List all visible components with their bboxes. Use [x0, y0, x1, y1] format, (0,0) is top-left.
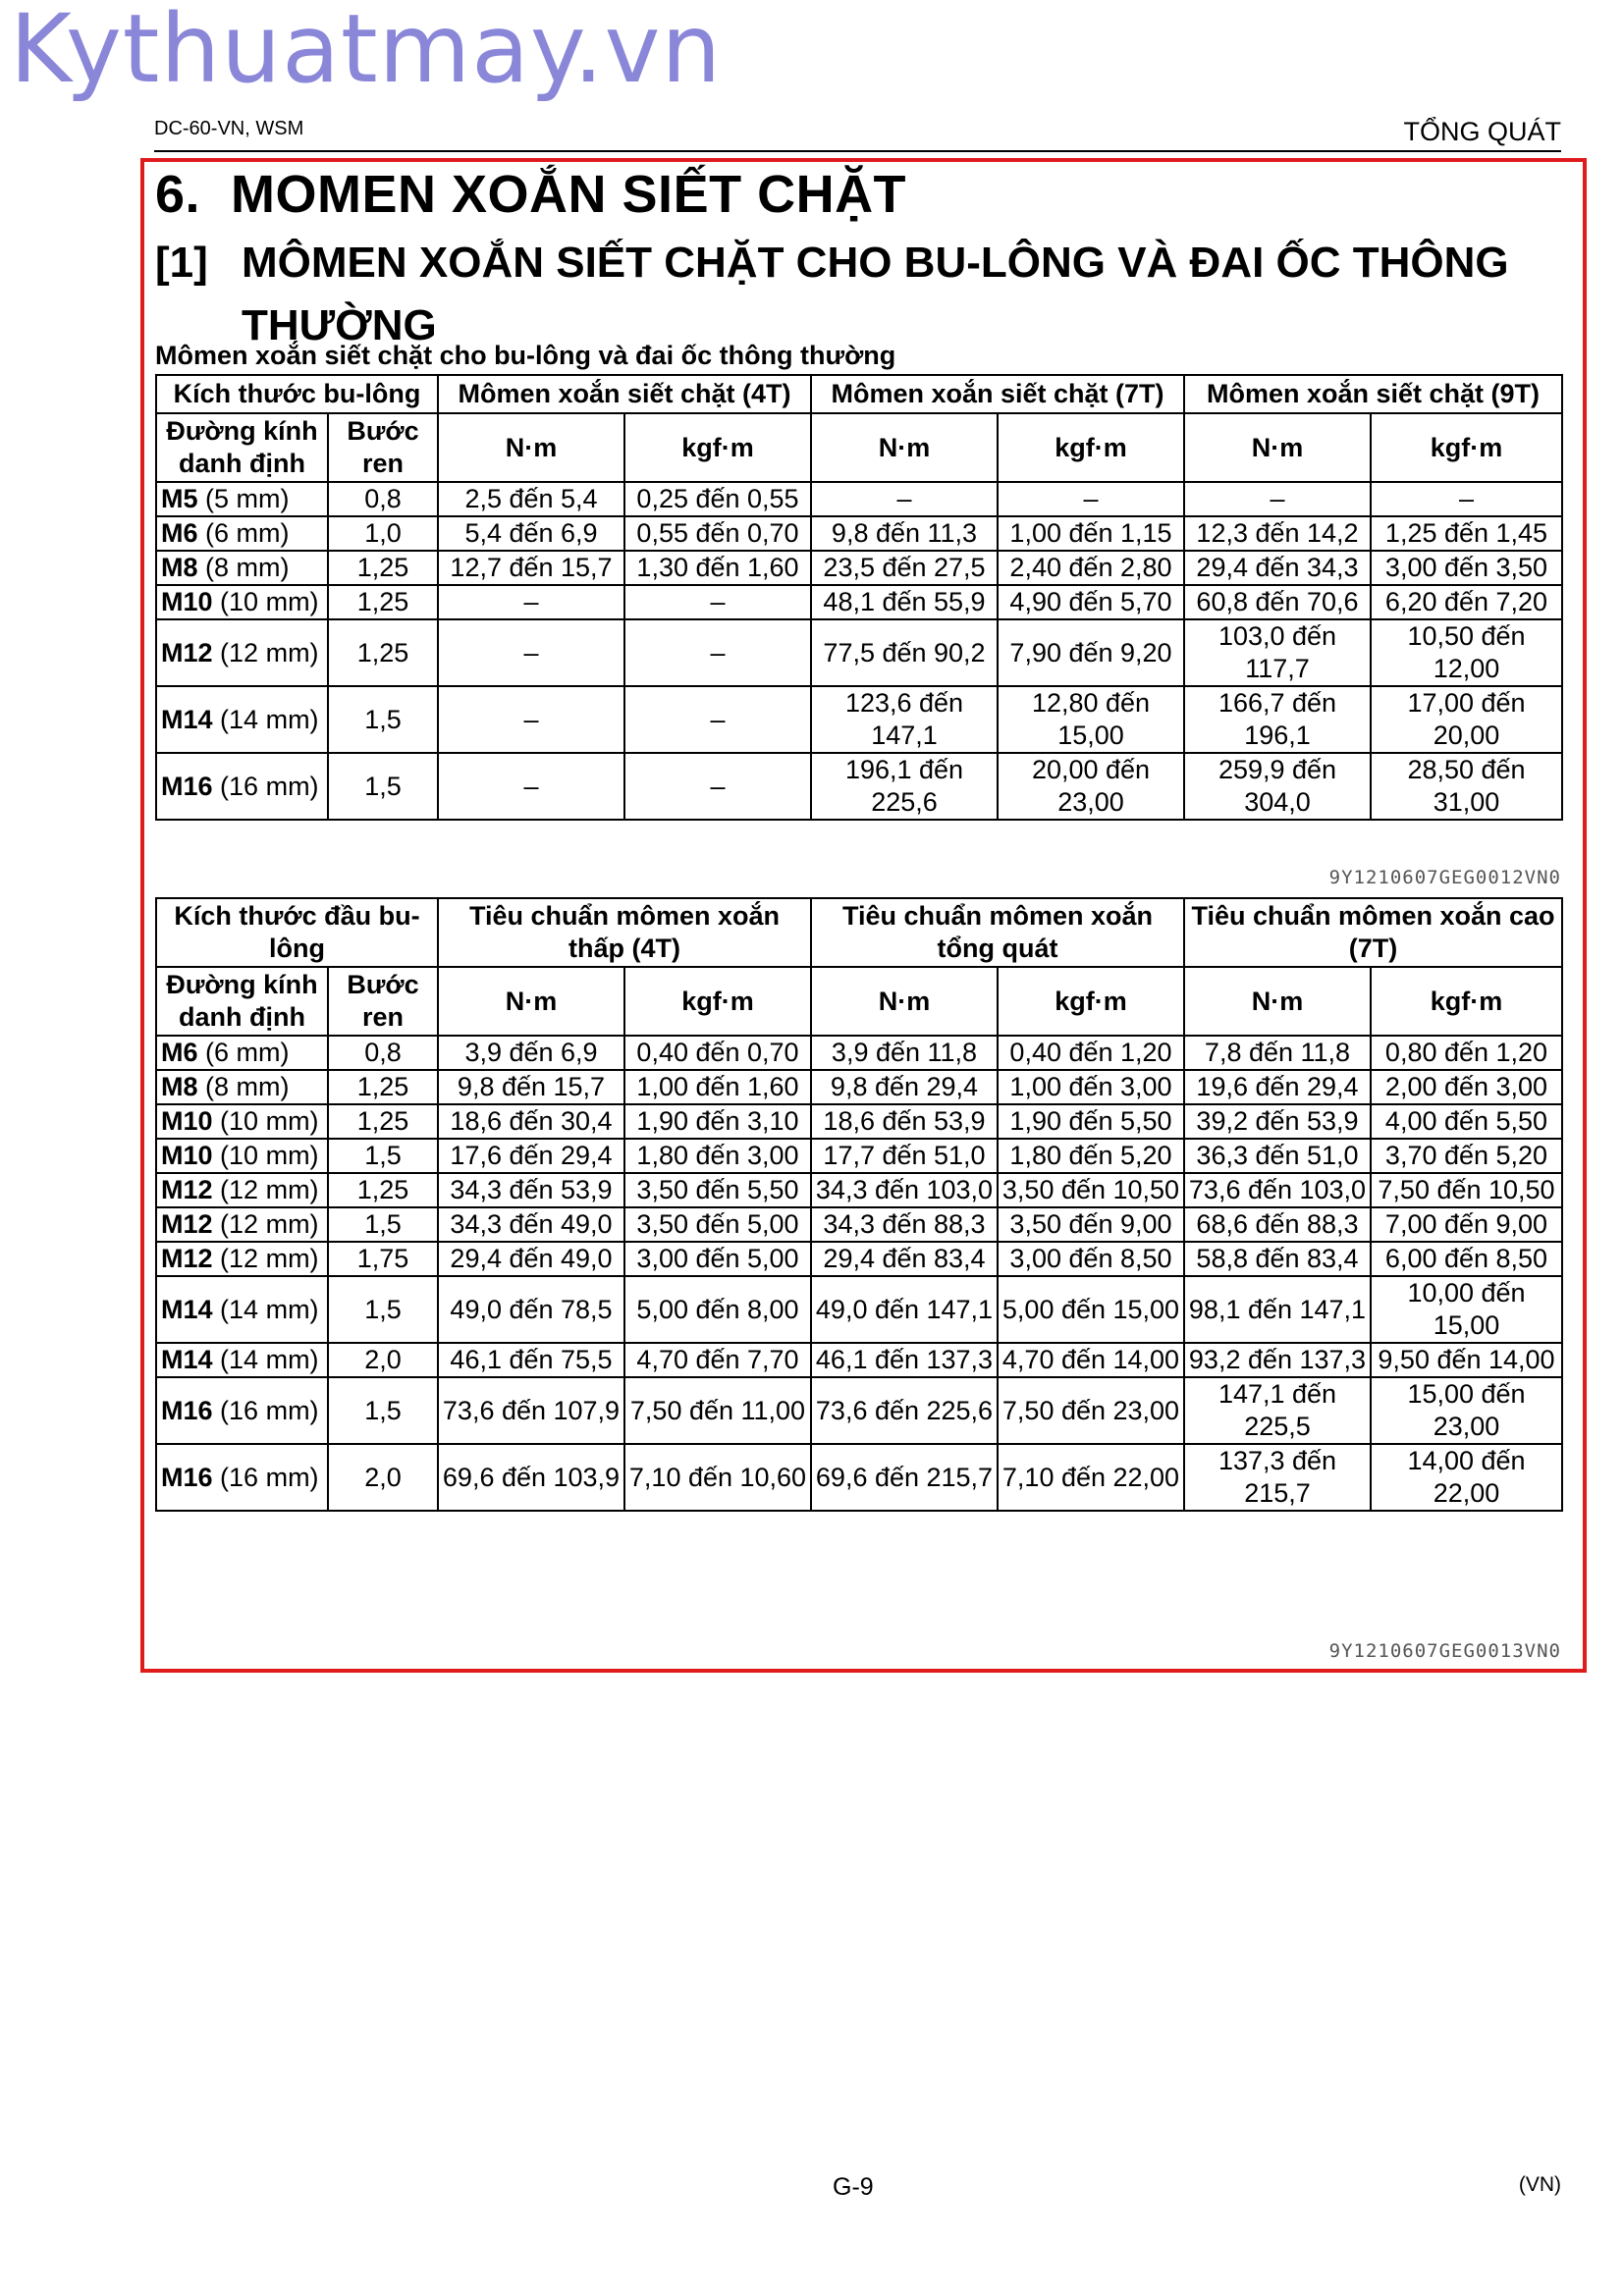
- subsection-title: MÔMEN XOẮN SIẾT CHẶT CHO BU-LÔNG VÀ ĐAI ỐC THÔNG THƯỜNG: [242, 239, 1509, 349]
- torque-cell: 5,00 đến 15,00: [998, 1276, 1184, 1343]
- torque-cell: 36,3 đến 51,0: [1184, 1139, 1371, 1173]
- torque-cell: 3,50 đến 9,00: [998, 1207, 1184, 1242]
- table-row: [156, 516, 1562, 551]
- pitch-cell: 1,5: [328, 1276, 438, 1343]
- table2-sub-header: kgf·m: [998, 967, 1184, 1036]
- torque-cell: 29,4 đến 34,3: [1184, 551, 1371, 585]
- pitch-cell: 2,0: [328, 1444, 438, 1511]
- bolt-size-cell: [156, 1070, 328, 1104]
- torque-cell: 34,3 đến 49,0: [438, 1207, 624, 1242]
- torque-cell: 28,50 đến 31,00: [1371, 753, 1562, 820]
- torque-cell: 1,00 đến 3,00: [998, 1070, 1184, 1104]
- header-section-name: TỔNG QUÁT: [1403, 117, 1561, 146]
- table1-sub-header: kgf·m: [998, 413, 1184, 482]
- torque-cell: 3,70 đến 5,20: [1371, 1139, 1562, 1173]
- torque-cell: 7,8 đến 11,8: [1184, 1036, 1371, 1070]
- torque-cell: 49,0 đến 147,1: [811, 1276, 998, 1343]
- table2-sub-header: Đường kính danh định: [156, 967, 328, 1036]
- torque-cell: –: [438, 753, 624, 820]
- torque-cell: 7,10 đến 22,00: [998, 1444, 1184, 1511]
- torque-cell: 73,6 đến 107,9: [438, 1377, 624, 1444]
- table1-sub-header: Đường kính danh định: [156, 413, 328, 482]
- table-row: [156, 1343, 1562, 1377]
- bolt-diameter: (5 mm): [205, 484, 290, 513]
- torque-cell: 1,30 đến 1,60: [624, 551, 811, 585]
- table-row: [156, 1139, 1562, 1173]
- table2-code: 9Y1210607GEG0013VN0: [1328, 1640, 1561, 1662]
- torque-cell: –: [624, 585, 811, 619]
- table2-sub-header: N·m: [1184, 967, 1371, 1036]
- bolt-diameter: (6 mm): [205, 1038, 290, 1067]
- torque-cell: 58,8 đến 83,4: [1184, 1242, 1371, 1276]
- torque-cell: –: [1371, 482, 1562, 516]
- watermark-logo: Kythuatmay.vn: [10, 0, 723, 104]
- torque-cell: 49,0 đến 78,5: [438, 1276, 624, 1343]
- torque-cell: 2,5 đến 5,4: [438, 482, 624, 516]
- bolt-diameter: (12 mm): [220, 1244, 319, 1273]
- bolt-diameter: (12 mm): [220, 1175, 319, 1204]
- bolt-size-cell: [156, 1444, 328, 1511]
- bolt-code: M8: [161, 553, 198, 582]
- torque-cell: 3,50 đến 5,00: [624, 1207, 811, 1242]
- pitch-cell: 1,5: [328, 1377, 438, 1444]
- torque-cell: 1,00 đến 1,60: [624, 1070, 811, 1104]
- bolt-code: M14: [161, 1345, 213, 1374]
- torque-cell: 18,6 đến 53,9: [811, 1104, 998, 1139]
- pitch-cell: 1,25: [328, 1104, 438, 1139]
- torque-cell: 6,20 đến 7,20: [1371, 585, 1562, 619]
- table2-sub-header: Bước ren: [328, 967, 438, 1036]
- torque-cell: 10,00 đến 15,00: [1371, 1276, 1562, 1343]
- page-number: G-9: [833, 2173, 874, 2201]
- table-row: [156, 1444, 1562, 1511]
- bolt-size-cell: [156, 1104, 328, 1139]
- bolt-size-cell: [156, 753, 328, 820]
- table-row: [156, 686, 1562, 753]
- torque-cell: 46,1 đến 137,3: [811, 1343, 998, 1377]
- table1-sub-header: Bước ren: [328, 413, 438, 482]
- bolt-code: M5: [161, 484, 198, 513]
- torque-cell: 3,50 đến 5,50: [624, 1173, 811, 1207]
- bolt-diameter: (10 mm): [220, 1106, 319, 1136]
- language-tag: (VN): [1518, 2173, 1561, 2196]
- pitch-cell: 0,8: [328, 482, 438, 516]
- torque-cell: 23,5 đến 27,5: [811, 551, 998, 585]
- table1-group-header: Mômen xoắn siết chặt (7T): [811, 375, 1184, 413]
- torque-cell: 147,1 đến 225,5: [1184, 1377, 1371, 1444]
- bolt-code: M10: [161, 587, 213, 616]
- torque-cell: 4,00 đến 5,50: [1371, 1104, 1562, 1139]
- bolt-code: M14: [161, 1294, 213, 1324]
- bolt-code: M12: [161, 637, 213, 667]
- pitch-cell: 1,25: [328, 619, 438, 686]
- table1-sub-header: kgf·m: [1371, 413, 1562, 482]
- torque-cell: 7,50 đến 11,00: [624, 1377, 811, 1444]
- torque-cell: 6,00 đến 8,50: [1371, 1242, 1562, 1276]
- torque-cell: 2,00 đến 3,00: [1371, 1070, 1562, 1104]
- table-row: [156, 551, 1562, 585]
- torque-cell: 1,90 đến 5,50: [998, 1104, 1184, 1139]
- bolt-size-cell: [156, 1377, 328, 1444]
- torque-cell: 7,90 đến 9,20: [998, 619, 1184, 686]
- bolt-diameter: (12 mm): [220, 637, 319, 667]
- torque-cell: 7,10 đến 10,60: [624, 1444, 811, 1511]
- table2-group-header: Tiêu chuẩn mômen xoắn thấp (4T): [438, 898, 811, 967]
- table1-sub-header: N·m: [811, 413, 998, 482]
- torque-cell: 9,50 đến 14,00: [1371, 1343, 1562, 1377]
- header-divider: [154, 150, 1561, 152]
- bolt-size-cell: [156, 686, 328, 753]
- bolt-diameter: (6 mm): [205, 518, 290, 548]
- bolt-diameter: (16 mm): [220, 1395, 319, 1425]
- bolt-code: M16: [161, 1395, 213, 1425]
- pitch-cell: 1,0: [328, 516, 438, 551]
- torque-cell: 17,6 đến 29,4: [438, 1139, 624, 1173]
- torque-cell: 259,9 đến 304,0: [1184, 753, 1371, 820]
- torque-cell: 60,8 đến 70,6: [1184, 585, 1371, 619]
- pitch-cell: 0,8: [328, 1036, 438, 1070]
- table2-sub-header: N·m: [811, 967, 998, 1036]
- bolt-code: M16: [161, 771, 213, 801]
- torque-cell: 3,00 đến 3,50: [1371, 551, 1562, 585]
- torque-cell: 34,3 đến 53,9: [438, 1173, 624, 1207]
- torque-cell: 29,4 đến 83,4: [811, 1242, 998, 1276]
- torque-cell: –: [624, 686, 811, 753]
- table-row: [156, 1036, 1562, 1070]
- table1-code: 9Y1210607GEG0012VN0: [1328, 867, 1561, 888]
- torque-cell: –: [624, 619, 811, 686]
- bolt-size-cell: [156, 1276, 328, 1343]
- bolt-diameter: (14 mm): [220, 1345, 319, 1374]
- torque-cell: 2,40 đến 2,80: [998, 551, 1184, 585]
- torque-cell: 1,25 đến 1,45: [1371, 516, 1562, 551]
- torque-cell: 48,1 đến 55,9: [811, 585, 998, 619]
- bolt-diameter: (16 mm): [220, 1462, 319, 1492]
- table1-group-header: Kích thước bu-lông: [156, 375, 438, 413]
- pitch-cell: 1,5: [328, 1207, 438, 1242]
- torque-cell: –: [811, 482, 998, 516]
- bolt-size-cell: [156, 619, 328, 686]
- table-row: [156, 1173, 1562, 1207]
- torque-cell: 196,1 đến 225,6: [811, 753, 998, 820]
- torque-cell: 10,50 đến 12,00: [1371, 619, 1562, 686]
- torque-cell: 20,00 đến 23,00: [998, 753, 1184, 820]
- pitch-cell: 1,5: [328, 686, 438, 753]
- bolt-code: M10: [161, 1106, 213, 1136]
- torque-cell: 4,70 đến 7,70: [624, 1343, 811, 1377]
- torque-cell: 29,4 đến 49,0: [438, 1242, 624, 1276]
- bolt-diameter: (10 mm): [220, 587, 319, 616]
- header-doc-id: DC-60-VN, WSM: [154, 118, 304, 139]
- torque-cell: 0,40 đến 0,70: [624, 1036, 811, 1070]
- torque-cell: 46,1 đến 75,5: [438, 1343, 624, 1377]
- bolt-code: M8: [161, 1072, 198, 1101]
- table-row: [156, 1104, 1562, 1139]
- torque-cell: 7,50 đến 10,50: [1371, 1173, 1562, 1207]
- torque-cell: 7,00 đến 9,00: [1371, 1207, 1562, 1242]
- bolt-diameter: (16 mm): [220, 771, 319, 801]
- bolt-size-cell: [156, 585, 328, 619]
- torque-cell: –: [438, 686, 624, 753]
- table-row: [156, 585, 1562, 619]
- table1-sub-header: N·m: [1184, 413, 1371, 482]
- bolt-size-cell: [156, 551, 328, 585]
- bolt-code: M6: [161, 518, 198, 548]
- torque-cell: 98,1 đến 147,1: [1184, 1276, 1371, 1343]
- bolt-code: M12: [161, 1209, 213, 1239]
- torque-cell: 39,2 đến 53,9: [1184, 1104, 1371, 1139]
- torque-cell: 93,2 đến 137,3: [1184, 1343, 1371, 1377]
- pitch-cell: 1,5: [328, 1139, 438, 1173]
- bolt-diameter: (10 mm): [220, 1141, 319, 1170]
- torque-cell: 5,4 đến 6,9: [438, 516, 624, 551]
- bolt-size-cell: [156, 1139, 328, 1173]
- table2-group-header: Tiêu chuẩn mômen xoắn tổng quát: [811, 898, 1184, 967]
- bolt-code: M6: [161, 1038, 198, 1067]
- table2-sub-header: kgf·m: [1371, 967, 1562, 1036]
- bolt-size-cell: [156, 1343, 328, 1377]
- torque-cell: –: [998, 482, 1184, 516]
- bolt-size-cell: [156, 1242, 328, 1276]
- pitch-cell: 1,25: [328, 551, 438, 585]
- torque-cell: 9,8 đến 11,3: [811, 516, 998, 551]
- torque-cell: 9,8 đến 15,7: [438, 1070, 624, 1104]
- subsection-number: [1]: [155, 239, 208, 287]
- bolt-diameter: (12 mm): [220, 1209, 319, 1239]
- bolt-diameter: (14 mm): [220, 704, 319, 734]
- table-row: [156, 1242, 1562, 1276]
- bolt-size-cell: [156, 516, 328, 551]
- torque-cell: 0,40 đến 1,20: [998, 1036, 1184, 1070]
- table-row: [156, 1070, 1562, 1104]
- torque-cell: 14,00 đến 22,00: [1371, 1444, 1562, 1511]
- bolt-diameter: (8 mm): [205, 1072, 290, 1101]
- torque-cell: 4,70 đến 14,00: [998, 1343, 1184, 1377]
- table-row: [156, 753, 1562, 820]
- torque-cell: 3,50 đến 10,50: [998, 1173, 1184, 1207]
- torque-cell: 7,50 đến 23,00: [998, 1377, 1184, 1444]
- pitch-cell: 2,0: [328, 1343, 438, 1377]
- table-row: [156, 1377, 1562, 1444]
- pitch-cell: 1,25: [328, 1070, 438, 1104]
- torque-cell: 69,6 đến 215,7: [811, 1444, 998, 1511]
- torque-cell: 68,6 đến 88,3: [1184, 1207, 1371, 1242]
- bolt-code: M14: [161, 704, 213, 734]
- torque-cell: –: [438, 619, 624, 686]
- torque-cell: 9,8 đến 29,4: [811, 1070, 998, 1104]
- bolt-size-cell: [156, 1036, 328, 1070]
- torque-cell: 3,00 đến 8,50: [998, 1242, 1184, 1276]
- bolt-diameter: (8 mm): [205, 553, 290, 582]
- bolt-code: M16: [161, 1462, 213, 1492]
- table2-group-header: Kích thước đầu bu-lông: [156, 898, 438, 967]
- torque-cell: 17,00 đến 20,00: [1371, 686, 1562, 753]
- torque-cell: 77,5 đến 90,2: [811, 619, 998, 686]
- torque-cell: 3,00 đến 5,00: [624, 1242, 811, 1276]
- torque-cell: 1,80 đến 3,00: [624, 1139, 811, 1173]
- torque-cell: 73,6 đến 225,6: [811, 1377, 998, 1444]
- table-row: [156, 619, 1562, 686]
- torque-table-standard: [155, 897, 1563, 1512]
- pitch-cell: 1,25: [328, 1173, 438, 1207]
- torque-cell: 166,7 đến 196,1: [1184, 686, 1371, 753]
- table1-sub-header: kgf·m: [624, 413, 811, 482]
- torque-cell: –: [1184, 482, 1371, 516]
- table1-group-header: Mômen xoắn siết chặt (9T): [1184, 375, 1562, 413]
- torque-cell: 1,00 đến 1,15: [998, 516, 1184, 551]
- torque-cell: 12,7 đến 15,7: [438, 551, 624, 585]
- torque-cell: 18,6 đến 30,4: [438, 1104, 624, 1139]
- pitch-cell: 1,25: [328, 585, 438, 619]
- torque-cell: 12,3 đến 14,2: [1184, 516, 1371, 551]
- torque-cell: –: [624, 753, 811, 820]
- bolt-code: M12: [161, 1244, 213, 1273]
- torque-cell: 137,3 đến 215,7: [1184, 1444, 1371, 1511]
- torque-cell: 73,6 đến 103,0: [1184, 1173, 1371, 1207]
- torque-cell: 15,00 đến 23,00: [1371, 1377, 1562, 1444]
- torque-cell: 0,80 đến 1,20: [1371, 1036, 1562, 1070]
- table2-sub-header: N·m: [438, 967, 624, 1036]
- table2-sub-header: kgf·m: [624, 967, 811, 1036]
- torque-cell: 0,55 đến 0,70: [624, 516, 811, 551]
- torque-cell: –: [438, 585, 624, 619]
- torque-cell: 5,00 đến 8,00: [624, 1276, 811, 1343]
- torque-cell: 4,90 đến 5,70: [998, 585, 1184, 619]
- torque-cell: 34,3 đến 88,3: [811, 1207, 998, 1242]
- table1-sub-header: N·m: [438, 413, 624, 482]
- bolt-size-cell: [156, 1207, 328, 1242]
- bolt-code: M12: [161, 1175, 213, 1204]
- torque-cell: 34,3 đến 103,0: [811, 1173, 998, 1207]
- table-row: [156, 1207, 1562, 1242]
- table1-group-header: Mômen xoắn siết chặt (4T): [438, 375, 811, 413]
- torque-cell: 17,7 đến 51,0: [811, 1139, 998, 1173]
- torque-cell: 1,80 đến 5,20: [998, 1139, 1184, 1173]
- section-title: 6. MOMEN XOẮN SIẾT CHẶT: [155, 165, 907, 224]
- torque-cell: 0,25 đến 0,55: [624, 482, 811, 516]
- pitch-cell: 1,75: [328, 1242, 438, 1276]
- bolt-code: M10: [161, 1141, 213, 1170]
- torque-cell: 3,9 đến 11,8: [811, 1036, 998, 1070]
- torque-table-general: [155, 374, 1563, 821]
- bolt-size-cell: [156, 1173, 328, 1207]
- torque-cell: 69,6 đến 103,9: [438, 1444, 624, 1511]
- bolt-size-cell: [156, 482, 328, 516]
- torque-cell: 103,0 đến 117,7: [1184, 619, 1371, 686]
- torque-cell: 123,6 đến 147,1: [811, 686, 998, 753]
- table-row: [156, 1276, 1562, 1343]
- torque-cell: 1,90 đến 3,10: [624, 1104, 811, 1139]
- torque-cell: 12,80 đến 15,00: [998, 686, 1184, 753]
- bolt-diameter: (14 mm): [220, 1294, 319, 1324]
- table-caption: Mômen xoắn siết chặt cho bu-lông và đai ốc thông thường: [155, 341, 896, 370]
- table2-group-header: Tiêu chuẩn mômen xoắn cao (7T): [1184, 898, 1562, 967]
- torque-cell: 3,9 đến 6,9: [438, 1036, 624, 1070]
- table-row: [156, 482, 1562, 516]
- pitch-cell: 1,5: [328, 753, 438, 820]
- torque-cell: 19,6 đến 29,4: [1184, 1070, 1371, 1104]
